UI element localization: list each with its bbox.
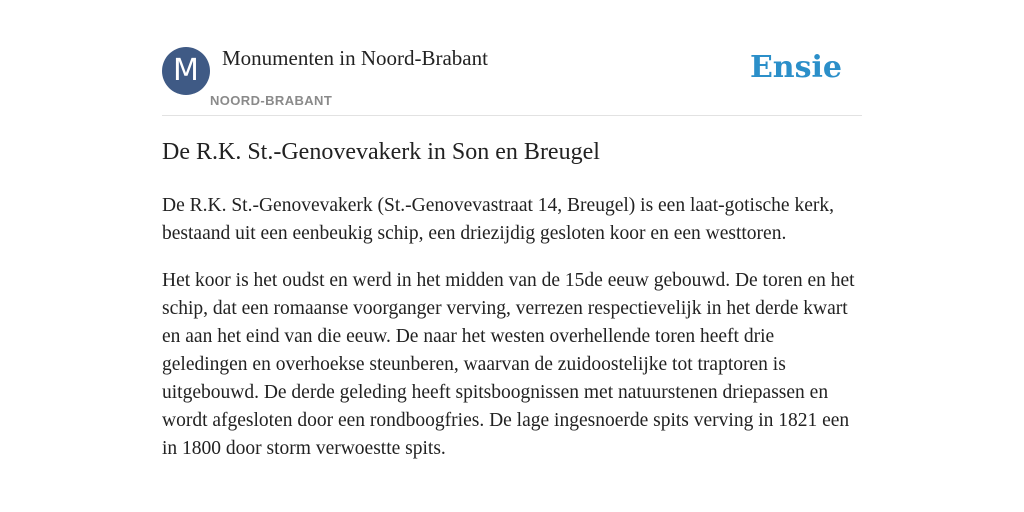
header [162,0,862,116]
page [162,0,862,512]
site-title-link[interactable]: Monumenten in Noord-Brabant [222,46,488,70]
article-body [162,192,862,482]
brand-logo[interactable]: Ensie [749,50,842,85]
site-category-link[interactable]: NOORD-BRABANT [210,93,333,108]
article-paragraph: Het koor is het oudst en werd in het midden van de 15de eeuw gebouwd. De toren en het schip, dat een romaanse voorganger verving, verrezen respectievelijk in het derde kwart en aan het eind van die eeuw. De naar het westen overhellende toren heeft drie geledingen en overhoekse steunberen, waarvan de zuidoostelijke tot traptoren is uitgebouwd. De derde geleding heeft spitsboognissen met natuurstenen driepassen en wordt afgesloten door een rondboogfries. De lage ingesnoerde spits verving in 1821 een in 1800 door storm verwoestte spits. [162,270,855,459]
avatar[interactable]: M [162,47,210,95]
article-paragraph: De R.K. St.-Genovevakerk (St.-Genovevastraat 14, Breugel) is een laat-gotische kerk, bestaand uit een eenbeukig schip, een driezijdig gesloten koor en een westtoren. [162,195,834,244]
article-title: De R.K. St.-Genovevakerk in Son en Breugel [162,139,600,165]
